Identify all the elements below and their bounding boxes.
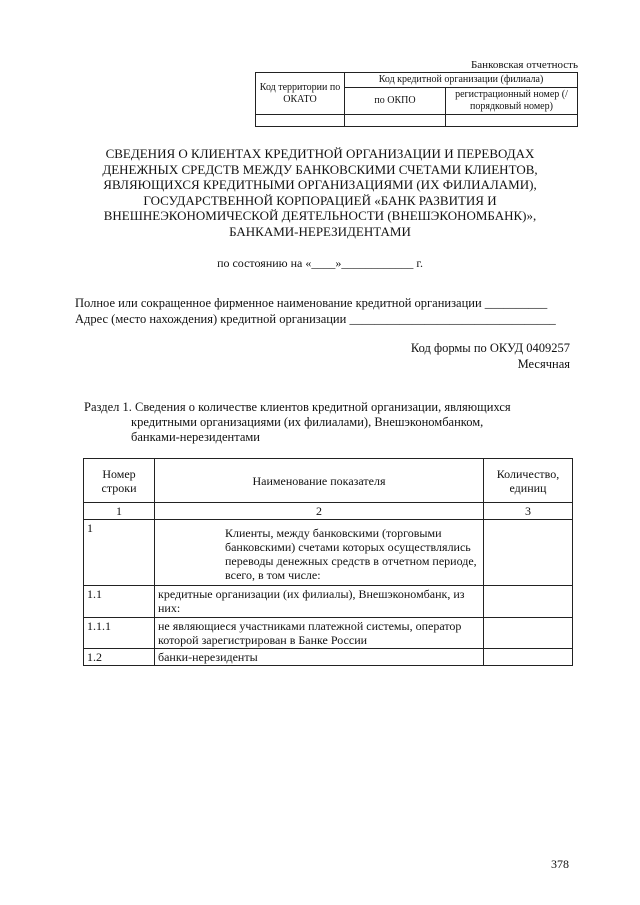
col-header-qty: Количество, единиц [484,459,573,503]
reg-number-cell [446,115,578,127]
row-label: Клиенты, между банковскими (торговыми банковскими) счетами которых осуществлялись переводы денежных средств в отчетном периоде, всего, в том числе: [155,520,484,586]
row-qty [484,618,573,649]
periodicity: Месячная [517,357,570,371]
row-label: кредитные организации (их филиалы), Внешэкономбанк, из них: [155,586,484,618]
title-line: ДЕНЕЖНЫХ СРЕДСТВ МЕЖДУ БАНКОВСКИМИ СЧЕТАМИ КЛИЕНТОВ, [102,161,538,177]
row-qty [484,520,573,586]
row-label: не являющиеся участниками платежной системы, оператор которой зарегистрирован в Банке России [155,618,484,649]
territory-header: Код территории по ОКАТО [256,73,345,115]
clients-table [83,458,573,666]
section-title-line: банками-нерезидентами [131,430,260,444]
title-line: СВЕДЕНИЯ О КЛИЕНТАХ КРЕДИТНОЙ ОРГАНИЗАЦИИ И ПЕРЕВОДАХ [105,146,535,161]
okud-block [411,340,570,372]
okpo-header: по ОКПО [345,88,446,115]
row-number: 1 [84,520,155,586]
territory-cell [256,115,345,127]
okud-code: Код формы по ОКУД 0409257 [410,341,570,355]
page-number: 378 [551,857,569,871]
reg-number-header: регистрационный номер (/порядковый номер) [446,88,578,115]
title-line: ВНЕШНЕЭКОНОМИЧЕСКОЙ ДЕЯТЕЛЬНОСТИ (ВНЕШЭКОНОМБАНК)», [103,208,537,223]
row-number: 1.1 [84,586,155,618]
document-title [60,146,580,239]
address-line: Адрес (место нахождения) кредитной организации _________________________________ [75,312,556,326]
col-number: 3 [484,503,573,520]
title-line: БАНКАМИ-НЕРЕЗИДЕНТАМИ [229,223,411,239]
title-line: ГОСУДАРСТВЕННОЙ КОРПОРАЦИЕЙ «БАНК РАЗВИТИЯ И [143,192,497,208]
codes-table [255,72,578,127]
row-number: 1.1.1 [84,618,155,649]
section-title-line: Раздел 1. Сведения о количестве клиентов кредитной организации, являющихся [84,400,511,414]
row-number: 1.2 [84,649,155,666]
col-number: 1 [84,503,155,520]
section-title-line: кредитными организациями (их филиалами), Внешэкономбанком, [131,415,484,429]
section-title [84,400,511,445]
title-line: ЯВЛЯЮЩИХСЯ КРЕДИТНЫМИ ОРГАНИЗАЦИЯМИ (ИХ ФИЛИАЛАМИ), [103,177,537,192]
org-code-header: Код кредитной организации (филиала) [345,73,578,88]
row-qty [484,649,573,666]
org-name-line: Полное или сокращенное фирменное наименование кредитной организации __________ [75,296,548,310]
row-label: банки-нерезиденты [155,649,484,666]
reporting-label: Банковская отчетность [470,59,578,71]
col-header-row-no: Номер строки [84,459,155,503]
row-qty [484,586,573,618]
okpo-cell [345,115,446,127]
col-header-indicator: Наименование показателя [155,459,484,503]
col-number: 2 [155,503,484,520]
as-of-date: по состоянию на «____»____________ г. [217,256,423,270]
